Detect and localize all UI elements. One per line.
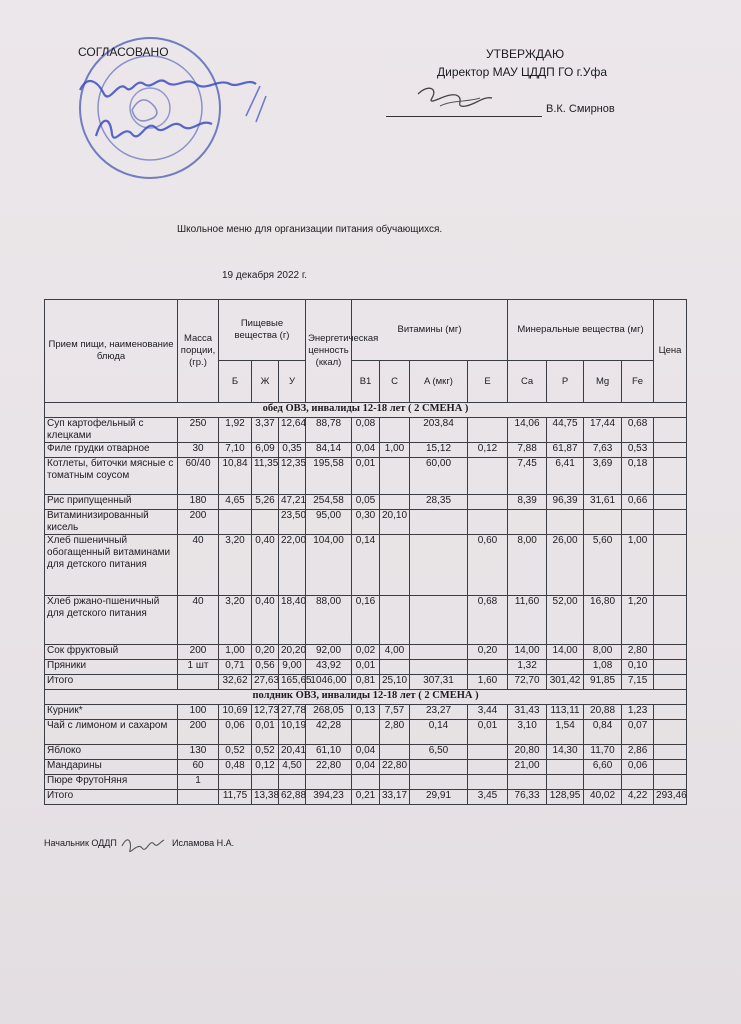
total-row: [45, 675, 687, 690]
confirm-role: Директор МАУ ЦДДП ГО г.Уфа: [437, 65, 608, 79]
value-cell: 0,01: [252, 720, 279, 745]
value-cell: 9,00: [279, 660, 306, 675]
director-signature: [410, 80, 510, 116]
value-cell: 0,05: [352, 495, 380, 510]
value-cell: 0,66: [622, 495, 654, 510]
value-cell: 42,28: [306, 720, 352, 745]
value-cell: 96,39: [547, 495, 584, 510]
col-sub-header: У: [279, 361, 306, 403]
value-cell: 3,44: [468, 705, 508, 720]
value-cell: 1,60: [468, 675, 508, 690]
table-row: [45, 660, 687, 675]
col-sub-header: B1: [352, 361, 380, 403]
value-cell: 1,20: [622, 596, 654, 645]
value-cell: 61,87: [547, 443, 584, 458]
value-cell: 394,23: [306, 790, 352, 805]
value-cell: [380, 775, 410, 790]
value-cell: 0,48: [219, 760, 252, 775]
table-row: [45, 443, 687, 458]
value-cell: [252, 510, 279, 535]
col-sub-header: C: [380, 361, 410, 403]
value-cell: 6,50: [410, 745, 468, 760]
value-cell: [547, 775, 584, 790]
table-row: [45, 720, 687, 745]
value-cell: 0,06: [622, 760, 654, 775]
value-cell: 95,00: [306, 510, 352, 535]
value-cell: [654, 596, 687, 645]
value-cell: 20,20: [279, 645, 306, 660]
dish-name-cell: Котлеты, биточки мясные с томатным соусом: [45, 458, 178, 495]
value-cell: [219, 775, 252, 790]
value-cell: 200: [178, 510, 219, 535]
col-energy-header: Энергетическая ценность (ккал): [306, 300, 352, 403]
value-cell: 23,50: [279, 510, 306, 535]
value-cell: 92,00: [306, 645, 352, 660]
value-cell: 203,84: [410, 418, 468, 443]
value-cell: 1,08: [584, 660, 622, 675]
value-cell: 14,30: [547, 745, 584, 760]
value-cell: 4,50: [279, 760, 306, 775]
value-cell: [622, 510, 654, 535]
value-cell: 0,18: [622, 458, 654, 495]
footer-role: Начальник ОДДП: [44, 838, 117, 848]
value-cell: 15,12: [410, 443, 468, 458]
value-cell: 7,63: [584, 443, 622, 458]
footer-name: Исламова Н.А.: [172, 838, 235, 848]
value-cell: 0,35: [279, 443, 306, 458]
value-cell: [654, 720, 687, 745]
value-cell: 22,80: [306, 760, 352, 775]
table-row: [45, 705, 687, 720]
section-title: обед ОВЗ, инвалиды 12-18 лет ( 2 СМЕНА ): [45, 403, 687, 418]
value-cell: 301,42: [547, 675, 584, 690]
value-cell: [654, 745, 687, 760]
section-row: [45, 690, 687, 705]
value-cell: 0,68: [622, 418, 654, 443]
value-cell: [654, 775, 687, 790]
value-cell: [219, 510, 252, 535]
value-cell: 128,95: [547, 790, 584, 805]
value-cell: 293,46: [654, 790, 687, 805]
value-cell: 10,19: [279, 720, 306, 745]
confirm-title: УТВЕРЖДАЮ: [486, 47, 565, 61]
value-cell: 18,40: [279, 596, 306, 645]
value-cell: [654, 510, 687, 535]
table-row: [45, 760, 687, 775]
value-cell: 14,06: [508, 418, 547, 443]
value-cell: [380, 596, 410, 645]
value-cell: 61,10: [306, 745, 352, 760]
table-row: [45, 596, 687, 645]
value-cell: 4,65: [219, 495, 252, 510]
dish-name-cell: Хлеб ржано-пшеничный для детского питания: [45, 596, 178, 645]
value-cell: 7,57: [380, 705, 410, 720]
value-cell: 44,75: [547, 418, 584, 443]
value-cell: [654, 645, 687, 660]
value-cell: [380, 535, 410, 596]
director-name: В.К. Смирнов: [546, 103, 615, 115]
col-sub-header: Б: [219, 361, 252, 403]
value-cell: 0,16: [352, 596, 380, 645]
document-date: 19 декабря 2022 г.: [222, 270, 308, 281]
value-cell: [584, 775, 622, 790]
value-cell: 22,00: [279, 535, 306, 596]
total-row: [45, 790, 687, 805]
value-cell: 1 шт: [178, 660, 219, 675]
value-cell: 20,88: [584, 705, 622, 720]
value-cell: 0,53: [622, 443, 654, 458]
col-sub-header: Ж: [252, 361, 279, 403]
value-cell: 91,85: [584, 675, 622, 690]
col-nutrients-header: Пищевые вещества (г): [219, 300, 306, 361]
value-cell: 3,69: [584, 458, 622, 495]
dish-name-cell: Чай с лимоном и сахаром: [45, 720, 178, 745]
value-cell: 0,10: [622, 660, 654, 675]
value-cell: 0,14: [410, 720, 468, 745]
dish-name-cell: Яблоко: [45, 745, 178, 760]
value-cell: 21,00: [508, 760, 547, 775]
value-cell: 29,91: [410, 790, 468, 805]
value-cell: 1,32: [508, 660, 547, 675]
table-row: [45, 775, 687, 790]
value-cell: [352, 775, 380, 790]
value-cell: [178, 675, 219, 690]
value-cell: 20,41: [279, 745, 306, 760]
value-cell: 40,02: [584, 790, 622, 805]
value-cell: 12,64: [279, 418, 306, 443]
section-title: полдник ОВЗ, инвалиды 12-18 лет ( 2 СМЕНА ): [45, 690, 687, 705]
col-dish-header: Прием пищи, наименование блюда: [45, 300, 178, 403]
dish-name-cell: Мандарины: [45, 760, 178, 775]
value-cell: 40: [178, 535, 219, 596]
value-cell: [410, 760, 468, 775]
value-cell: [410, 535, 468, 596]
value-cell: [352, 720, 380, 745]
value-cell: [547, 660, 584, 675]
value-cell: 2,80: [380, 720, 410, 745]
value-cell: 0,81: [352, 675, 380, 690]
value-cell: 26,00: [547, 535, 584, 596]
value-cell: 5,26: [252, 495, 279, 510]
value-cell: 16,80: [584, 596, 622, 645]
value-cell: [654, 458, 687, 495]
value-cell: 11,70: [584, 745, 622, 760]
approved-label: СОГЛАСОВАНО: [78, 45, 169, 59]
value-cell: [622, 775, 654, 790]
value-cell: 200: [178, 720, 219, 745]
value-cell: 3,45: [468, 790, 508, 805]
value-cell: [547, 760, 584, 775]
value-cell: [654, 760, 687, 775]
table-row: [45, 495, 687, 510]
value-cell: 0,40: [252, 596, 279, 645]
value-cell: 13,38: [252, 790, 279, 805]
value-cell: 20,80: [508, 745, 547, 760]
value-cell: 6,60: [584, 760, 622, 775]
value-cell: [306, 775, 352, 790]
value-cell: 5,60: [584, 535, 622, 596]
value-cell: [584, 510, 622, 535]
value-cell: [468, 495, 508, 510]
signature-line: [386, 116, 542, 117]
value-cell: 1,92: [219, 418, 252, 443]
value-cell: 130: [178, 745, 219, 760]
table-row: [45, 645, 687, 660]
value-cell: 88,78: [306, 418, 352, 443]
dish-name-cell: Филе грудки отварное: [45, 443, 178, 458]
value-cell: 4,22: [622, 790, 654, 805]
value-cell: 11,75: [219, 790, 252, 805]
value-cell: 0,12: [252, 760, 279, 775]
value-cell: 27,63: [252, 675, 279, 690]
value-cell: 0,02: [352, 645, 380, 660]
value-cell: 14,00: [508, 645, 547, 660]
value-cell: 0,07: [622, 720, 654, 745]
value-cell: 0,08: [352, 418, 380, 443]
value-cell: 1: [178, 775, 219, 790]
value-cell: 27,78: [279, 705, 306, 720]
dish-name-cell: Сок фруктовый: [45, 645, 178, 660]
col-minerals-header: Минеральные вещества (мг): [508, 300, 654, 361]
table-row: [45, 510, 687, 535]
footer-signature: [118, 830, 168, 856]
value-cell: 0,68: [468, 596, 508, 645]
col-sub-header: E: [468, 361, 508, 403]
value-cell: 165,65: [279, 675, 306, 690]
value-cell: 0,12: [468, 443, 508, 458]
value-cell: 7,88: [508, 443, 547, 458]
value-cell: 0,04: [352, 443, 380, 458]
document-title: Школьное меню для организации питания обучающихся.: [177, 224, 443, 235]
value-cell: [410, 510, 468, 535]
value-cell: [380, 495, 410, 510]
value-cell: 0,56: [252, 660, 279, 675]
value-cell: 31,61: [584, 495, 622, 510]
table-row: [45, 458, 687, 495]
value-cell: 8,00: [584, 645, 622, 660]
dish-name-cell: Итого: [45, 675, 178, 690]
value-cell: 7,45: [508, 458, 547, 495]
value-cell: 180: [178, 495, 219, 510]
value-cell: 0,52: [252, 745, 279, 760]
value-cell: 0,13: [352, 705, 380, 720]
value-cell: 10,69: [219, 705, 252, 720]
value-cell: [279, 775, 306, 790]
value-cell: [654, 660, 687, 675]
value-cell: 0,01: [352, 458, 380, 495]
value-cell: 1,00: [219, 645, 252, 660]
value-cell: 6,09: [252, 443, 279, 458]
value-cell: [654, 418, 687, 443]
value-cell: 8,39: [508, 495, 547, 510]
value-cell: 7,10: [219, 443, 252, 458]
value-cell: [508, 775, 547, 790]
value-cell: 60: [178, 760, 219, 775]
value-cell: [654, 705, 687, 720]
value-cell: [468, 660, 508, 675]
value-cell: 76,33: [508, 790, 547, 805]
value-cell: 12,73: [252, 705, 279, 720]
menu-table: [44, 299, 687, 805]
value-cell: 6,41: [547, 458, 584, 495]
value-cell: [468, 775, 508, 790]
value-cell: 60/40: [178, 458, 219, 495]
value-cell: 28,35: [410, 495, 468, 510]
dish-name-cell: Витаминизированный кисель: [45, 510, 178, 535]
value-cell: 0,20: [252, 645, 279, 660]
value-cell: 30: [178, 443, 219, 458]
value-cell: 7,15: [622, 675, 654, 690]
value-cell: 8,00: [508, 535, 547, 596]
dish-name-cell: Рис припущенный: [45, 495, 178, 510]
value-cell: 23,27: [410, 705, 468, 720]
value-cell: [380, 745, 410, 760]
value-cell: [380, 458, 410, 495]
value-cell: 11,60: [508, 596, 547, 645]
value-cell: 1,54: [547, 720, 584, 745]
value-cell: 250: [178, 418, 219, 443]
value-cell: 0,52: [219, 745, 252, 760]
col-sub-header: Fe: [622, 361, 654, 403]
col-sub-header: A (мкг): [410, 361, 468, 403]
value-cell: [468, 418, 508, 443]
value-cell: [380, 418, 410, 443]
value-cell: 0,71: [219, 660, 252, 675]
section-row: [45, 403, 687, 418]
col-sub-header: Ca: [508, 361, 547, 403]
value-cell: 33,17: [380, 790, 410, 805]
dish-name-cell: Хлеб пшеничный обогащенный витаминами для детского питания: [45, 535, 178, 596]
value-cell: 1,23: [622, 705, 654, 720]
value-cell: 1046,00: [306, 675, 352, 690]
value-cell: 0,01: [352, 660, 380, 675]
value-cell: 0,14: [352, 535, 380, 596]
value-cell: [410, 596, 468, 645]
value-cell: [654, 675, 687, 690]
value-cell: 88,00: [306, 596, 352, 645]
value-cell: [547, 510, 584, 535]
value-cell: 268,05: [306, 705, 352, 720]
value-cell: 60,00: [410, 458, 468, 495]
table-row: [45, 535, 687, 596]
value-cell: 4,00: [380, 645, 410, 660]
value-cell: 195,58: [306, 458, 352, 495]
value-cell: [380, 660, 410, 675]
value-cell: [410, 775, 468, 790]
value-cell: 0,20: [468, 645, 508, 660]
dish-name-cell: Итого: [45, 790, 178, 805]
value-cell: 0,01: [468, 720, 508, 745]
value-cell: 3,20: [219, 596, 252, 645]
dish-name-cell: Суп картофельный с клецками: [45, 418, 178, 443]
value-cell: 17,44: [584, 418, 622, 443]
value-cell: 47,21: [279, 495, 306, 510]
table-row: [45, 745, 687, 760]
value-cell: 52,00: [547, 596, 584, 645]
value-cell: 0,04: [352, 760, 380, 775]
value-cell: [654, 535, 687, 596]
col-vitamins-header: Витамины (мг): [352, 300, 508, 361]
value-cell: 1,00: [380, 443, 410, 458]
value-cell: [252, 775, 279, 790]
value-cell: 0,06: [219, 720, 252, 745]
value-cell: 84,14: [306, 443, 352, 458]
value-cell: [468, 760, 508, 775]
value-cell: 2,80: [622, 645, 654, 660]
value-cell: 22,80: [380, 760, 410, 775]
value-cell: [654, 443, 687, 458]
value-cell: 20,10: [380, 510, 410, 535]
value-cell: 25,10: [380, 675, 410, 690]
value-cell: 11,35: [252, 458, 279, 495]
value-cell: 1,00: [622, 535, 654, 596]
value-cell: [410, 660, 468, 675]
value-cell: [178, 790, 219, 805]
dish-name-cell: Пюре ФрутоНяня: [45, 775, 178, 790]
value-cell: 72,70: [508, 675, 547, 690]
value-cell: 62,88: [279, 790, 306, 805]
value-cell: [410, 645, 468, 660]
value-cell: 3,37: [252, 418, 279, 443]
value-cell: 0,21: [352, 790, 380, 805]
value-cell: 0,60: [468, 535, 508, 596]
value-cell: 43,92: [306, 660, 352, 675]
value-cell: [468, 510, 508, 535]
value-cell: 0,04: [352, 745, 380, 760]
value-cell: 0,40: [252, 535, 279, 596]
value-cell: [468, 458, 508, 495]
value-cell: [654, 495, 687, 510]
col-sub-header: P: [547, 361, 584, 403]
menu-body: [45, 403, 687, 805]
value-cell: 307,31: [410, 675, 468, 690]
value-cell: 40: [178, 596, 219, 645]
value-cell: 113,11: [547, 705, 584, 720]
value-cell: 32,62: [219, 675, 252, 690]
value-cell: 14,00: [547, 645, 584, 660]
value-cell: 100: [178, 705, 219, 720]
col-price-header: Цена: [654, 300, 687, 403]
value-cell: 254,58: [306, 495, 352, 510]
dish-name-cell: Курник*: [45, 705, 178, 720]
table-row: [45, 418, 687, 443]
col-sub-header: Mg: [584, 361, 622, 403]
value-cell: [508, 510, 547, 535]
value-cell: 2,86: [622, 745, 654, 760]
value-cell: 200: [178, 645, 219, 660]
dish-name-cell: Пряники: [45, 660, 178, 675]
col-mass-header: Масса порции, (гр.): [178, 300, 219, 403]
value-cell: 3,20: [219, 535, 252, 596]
value-cell: 0,84: [584, 720, 622, 745]
value-cell: 0,30: [352, 510, 380, 535]
value-cell: 104,00: [306, 535, 352, 596]
value-cell: 12,35: [279, 458, 306, 495]
value-cell: [468, 745, 508, 760]
value-cell: 31,43: [508, 705, 547, 720]
value-cell: 10,84: [219, 458, 252, 495]
value-cell: 3,10: [508, 720, 547, 745]
